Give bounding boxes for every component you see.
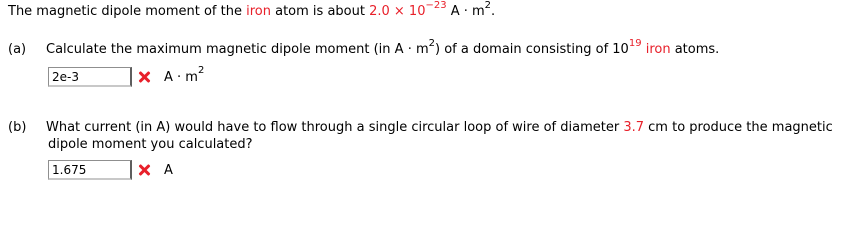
answer-field-a[interactable]: 2e-3 xyxy=(48,67,132,87)
question-a: (a) Calculate the maximum magnetic dipole moment (in $A \cdot m^2$) of a domain consisting of $10^{19}$ iron atoms. xyxy=(8,37,720,57)
moment-value: $2.0 \times 10^{-23}$ xyxy=(369,0,447,19)
answer-row-b xyxy=(48,160,173,180)
element-name: iron xyxy=(645,42,671,57)
intro-text: The magnetic dipole moment of the xyxy=(8,4,247,19)
diameter-value: 3.7 xyxy=(623,120,645,135)
atom-count-exp: 19 xyxy=(628,37,642,49)
answer-row-a xyxy=(48,67,204,87)
question-b-line2: dipole moment you calculated? xyxy=(48,137,253,152)
problem-intro: The magnetic dipole moment of the iron atom is about $2.0 \times 10^{-23}$ $A \cdot m^2$. xyxy=(8,0,496,19)
question-letter: (a) xyxy=(8,42,27,57)
question-text: Calculate the maximum magnetic dipole moment (in A · m xyxy=(46,42,429,57)
intro-text-mid: atom is about xyxy=(270,4,370,19)
moment-unit-exp: 2 xyxy=(484,0,492,11)
answer-unit-b: A xyxy=(164,162,173,178)
question-text: What current (in A) would have to flow through a single circular loop of wire of diameter xyxy=(46,120,624,135)
answer-unit-a: $A \cdot m^2$ xyxy=(164,65,205,85)
element-name: iron xyxy=(246,4,271,19)
question-letter: (b) xyxy=(8,120,27,135)
incorrect-x-icon xyxy=(138,71,150,83)
answer-field-b[interactable]: 1.675 xyxy=(48,160,132,180)
question-b: (b) What current (in A) would have to flow through a single circular loop of wire of diameter 3.7 cm to produce the magnetic xyxy=(8,120,833,135)
incorrect-x-icon xyxy=(138,164,150,176)
moment-unit: A · m xyxy=(446,4,485,19)
